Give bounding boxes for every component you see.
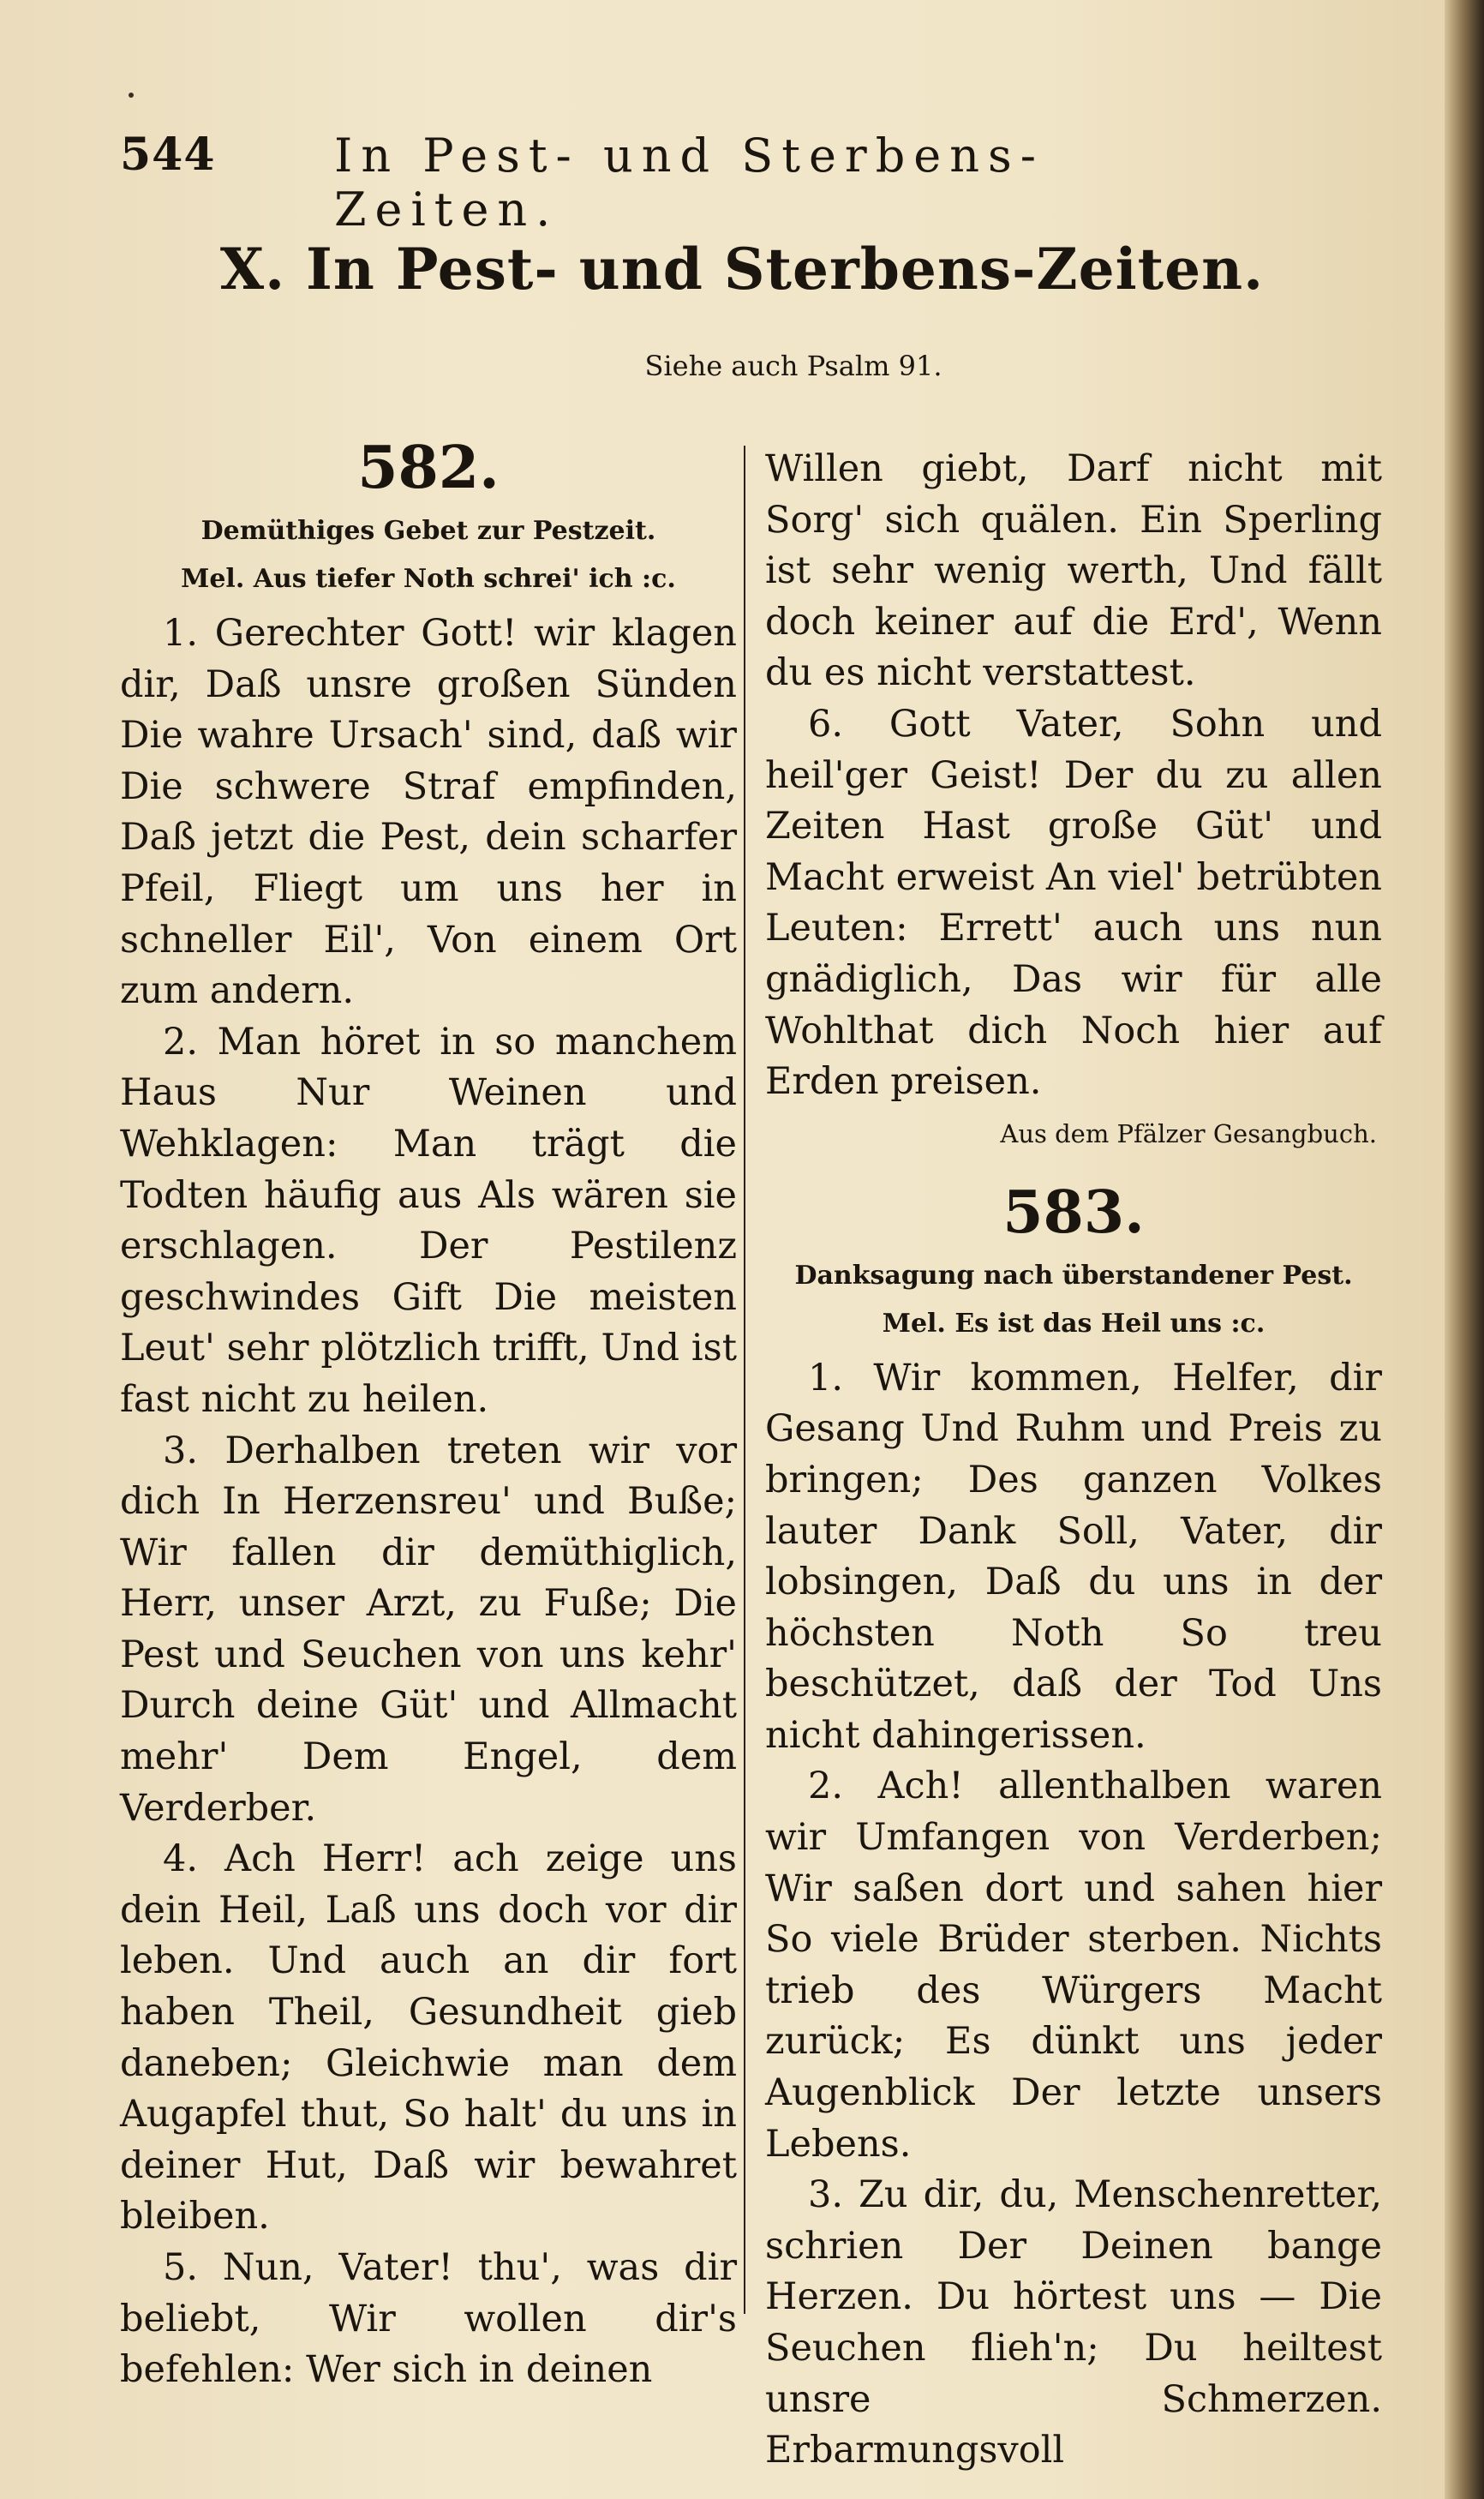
- hymn-melody: Mel. Es ist das Heil uns :c.: [882, 1308, 1266, 1339]
- hymn-title: Demüthiges Gebet zur Pestzeit.: [200, 516, 656, 546]
- stanza: 2. Ach! allenthalben waren wir Umfangen von Verderben; Wir saßen dort und sahen hier So viele Brüder sterben. Nichts trieb des Würgers Macht zurück; Es dünkt uns jeder Augenblick Der letzte unsers Lebens.: [765, 1765, 1382, 2166]
- running-title: In Pest- und Sterbens-Zeiten.: [334, 129, 1044, 237]
- stanza: 3. Derhalben treten wir vor dich In Herzensreu' und Buße; Wir fallen dir demüthiglich, Herr, unser Arzt, zu Fuße; Die Pest und Seuchen von uns kehr' Durch deine Güt' und Allmacht mehr' Dem Engel, dem Verderber.: [120, 1429, 737, 1830]
- left-column: [120, 428, 737, 2396]
- ink-speck: [129, 93, 134, 98]
- stanza: 6. Gott Vater, Sohn und heil'ger Geist! Der du zu allen Zeiten Hast große Güt' und Macht erweist An viel' betrübten Leuten: Errett' auch uns nun gnädiglich, Das wir für alle Wohlthat dich Noch hier auf Erden preisen.: [765, 702, 1382, 1104]
- see-also-reference: Siehe auch Psalm 91.: [644, 350, 942, 382]
- hymn-number: 582.: [357, 434, 500, 502]
- section-title: X. In Pest- und Sterbens-Zeiten.: [219, 236, 1265, 303]
- page-header: [120, 129, 1182, 237]
- column-divider: [744, 446, 745, 2314]
- hymn-melody: Mel. Aus tiefer Noth schrei' ich :c.: [181, 564, 676, 594]
- stanza: 4. Ach Herr! ach zeige uns dein Heil, Laß uns doch vor dir leben. Und auch an dir fort haben Theil, Gesundheit gieb daneben; Gleichwie man dem Augapfel thut, So halt' du uns in deiner Hut, Daß wir bewahret bleiben.: [120, 1837, 737, 2238]
- stanza: 3. Zu dir, du, Menschenretter, schrien Der Deinen bange Herzen. Du hörtest uns — Die Seuchen flieh'n; Du heiltest unsre Schmerzen. Erbarmungsvoll: [765, 2173, 1382, 2472]
- stanza: 1. Wir kommen, Helfer, dir Gesang Und Ruhm und Preis zu bringen; Des ganzen Volkes lauter Dank Soll, Vater, dir lobsingen, Daß du uns in der höchsten Noth So treu beschützet, daß der Tod Uns nicht dahingerissen.: [765, 1356, 1382, 1757]
- stanza: 1. Gerechter Gott! wir klagen dir, Daß unsre großen Sünden Die wahre Ursach' sind, daß wir Die schwere Straf empfinden, Daß jetzt die Pest, dein scharfer Pfeil, Fliegt um uns her in schneller Eil', Von einem Ort zum andern.: [120, 612, 737, 1013]
- right-column: [765, 444, 1382, 2477]
- stanza-continuation: Willen giebt, Darf nicht mit Sorg' sich quälen. Ein Sperling ist sehr wenig werth, Und fällt doch keiner auf die Erd', Wenn du es nicht verstattest.: [765, 447, 1382, 695]
- hymn-number: 583.: [1002, 1178, 1145, 1247]
- page-number: 544: [120, 129, 216, 181]
- hymn-title: Danksagung nach überstandener Pest.: [794, 1260, 1353, 1291]
- stanza: 5. Nun, Vater! thu', was dir beliebt, Wir wollen dir's befehlen: Wer sich in deinen: [120, 2246, 737, 2392]
- hymn-source: Aus dem Pfälzer Gesangbuch.: [1000, 1118, 1377, 1148]
- stanza: 2. Man höret in so manchem Haus Nur Weinen und Wehklagen: Man trägt die Todten häufig aus Als wären sie erschlagen. Der Pestilenz geschwindes Gift Die meisten Leut' sehr plötzlich trifft, Und ist fast nicht zu heilen.: [120, 1020, 737, 1421]
